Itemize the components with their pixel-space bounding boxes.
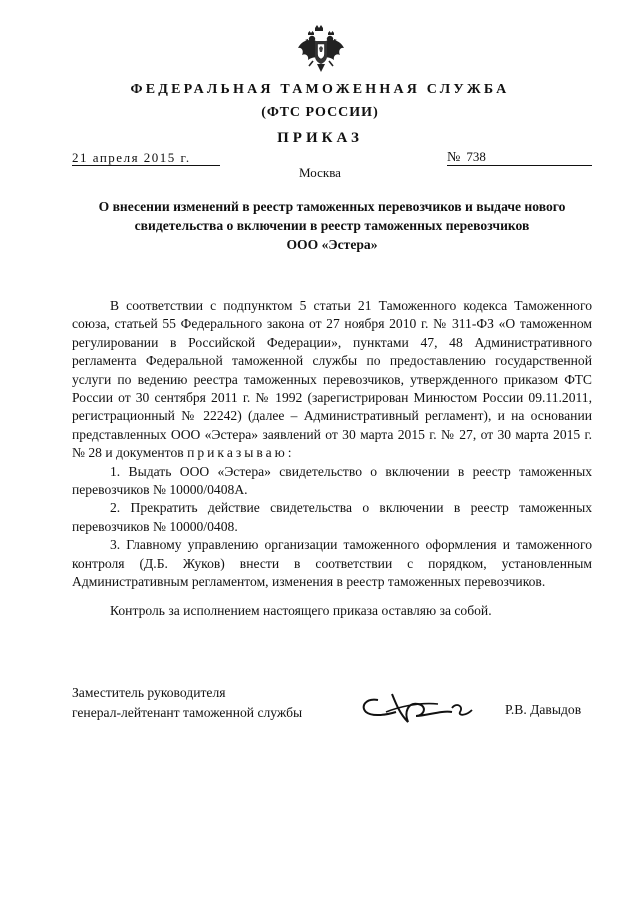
- handwritten-signature: [356, 682, 476, 732]
- order-number: 738: [466, 149, 486, 164]
- order-item: 2. Прекратить действие свидетельства о включении в реестр таможенных перевозчиков № 10000/0408.: [72, 500, 592, 534]
- order-item: 1. Выдать ООО «Эстера» свидетельство о включении в реестр таможенных перевозчиков № 10000/0408А.: [72, 463, 592, 498]
- control-paragraph: Контроль за исполнением настоящего приказа оставляю за собой.: [110, 602, 492, 618]
- signer-position-line: генерал-лейтенант таможенной службы: [72, 705, 303, 720]
- agency-short-name: (ФТС РОССИИ): [261, 105, 379, 120]
- signer-position: [72, 683, 302, 723]
- order-word: приказываю:: [187, 445, 295, 461]
- number-sign: №: [447, 150, 461, 165]
- order-title-line: О внесении изменений в реестр таможенных перевозчиков и выдаче нового: [98, 199, 566, 214]
- intro-text: В соответствии с подпунктом 5 статьи 21 Таможенного кодекса Таможенного союза, статьей 55 Федерального закона от 27 ноября 2010 г. № 311-ФЗ «О таможенном регулировании в Российской Федерации», пунктами 47, 48 Административного регламента Федеральной таможенной службы по предоставлению государственной услуги по ведению реестра таможенных перевозчиков, утвержденного приказом ФТС России от 30 сентября 2011 г. № 1992 (зарегистрирован Минюстом России 09.11.2011, регистрационный № 22242) (далее – Административный регламент), и на основании представленных ООО «Эстера» заявлений от 30 марта 2015 г. № 27, от 30 марта 2015 г. № 28 и документов: [72, 298, 592, 461]
- intro-paragraph: [72, 297, 592, 463]
- city: Москва: [299, 165, 341, 180]
- order-title-line: ООО «Эстера»: [286, 237, 378, 252]
- agency-name: ФЕДЕРАЛЬНАЯ ТАМОЖЕННАЯ СЛУЖБА: [130, 82, 510, 97]
- order-title: [72, 197, 592, 254]
- russian-coat-of-arms-icon: [296, 24, 346, 74]
- signer-name: Р.В. Давыдов: [505, 702, 582, 717]
- order-date: 21 апреля 2015 г.: [72, 150, 220, 166]
- signer-position-line: Заместитель руководителя: [72, 685, 226, 700]
- order-number-field: [447, 149, 592, 166]
- order-title-line: свидетельства о включении в реестр таможенных перевозчиков: [134, 218, 530, 233]
- order-body: [72, 297, 592, 620]
- order-item: 3. Главному управлению организации таможенного оформления и таможенного контроля (Д.Б. Жуков) внести в соответствии с порядком, установленным Административным регламентом, изменения в реестр таможенных перевозчиков.: [72, 537, 592, 590]
- document-type: ПРИКАЗ: [277, 130, 363, 146]
